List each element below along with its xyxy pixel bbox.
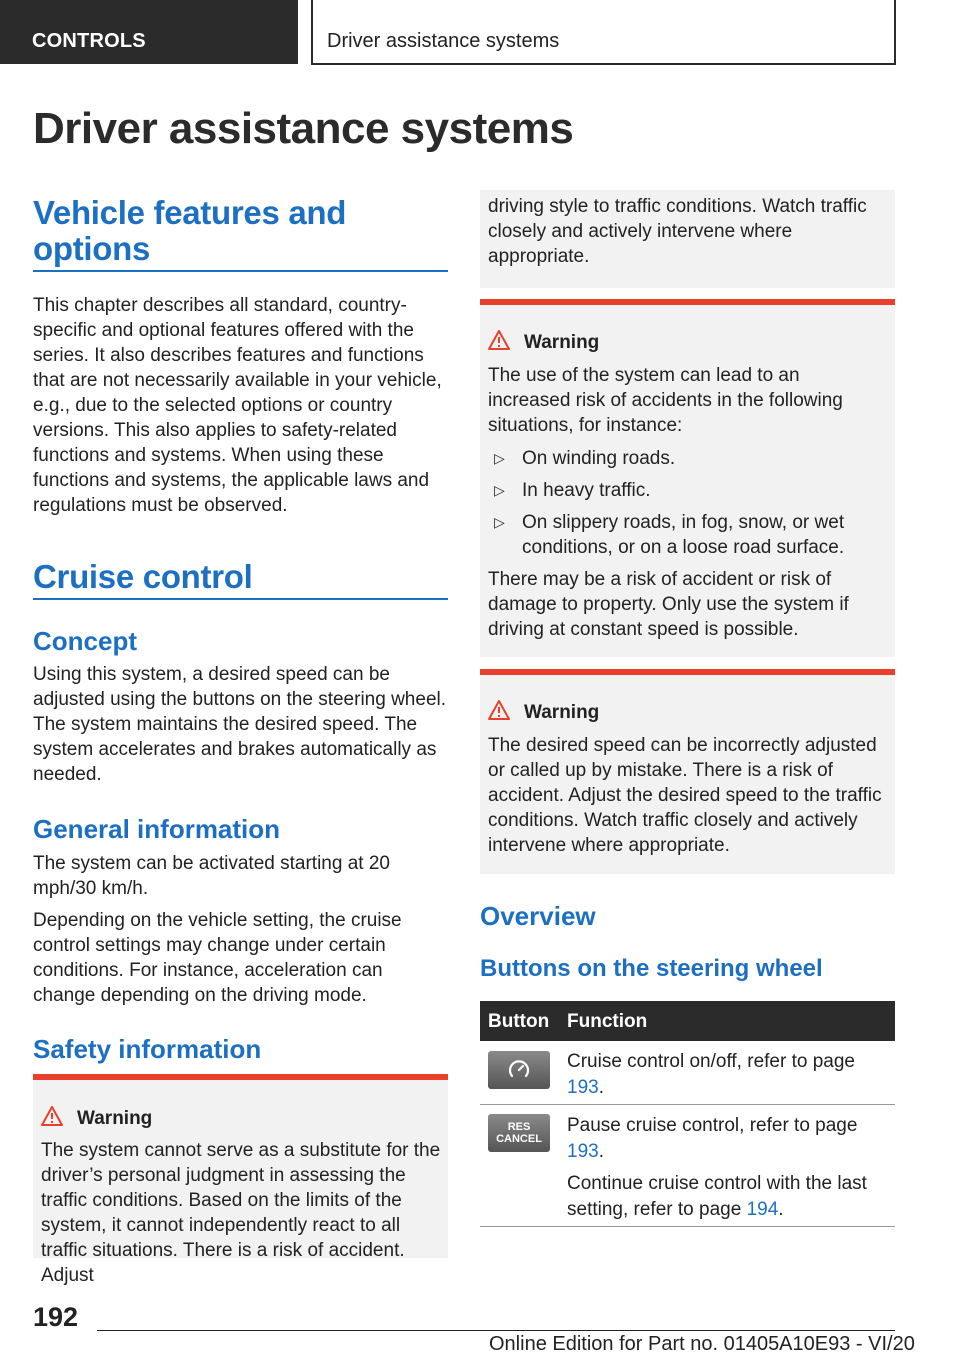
warning-box	[480, 299, 895, 657]
general-info-body-1: The system can be activated starting at 20 mph/30 km/h.	[33, 853, 390, 899]
warning-triangle-icon	[488, 330, 510, 350]
general-info-heading: General information	[33, 814, 281, 844]
vehicle-features-heading	[33, 195, 346, 267]
vehicle-features-heading-line1: Vehicle features and	[33, 194, 347, 231]
vehicle-features-heading-line2: options	[33, 230, 151, 267]
warning-box-continued	[480, 190, 895, 288]
warning-title: Warning	[77, 1108, 153, 1129]
page-link[interactable]: 193	[567, 1141, 599, 1162]
overview-heading: Overview	[480, 901, 596, 931]
function-cell: Cruise control on/off, refer to page 193.	[567, 1051, 855, 1098]
chapter-label: Driver assistance systems	[327, 30, 560, 52]
footer-rule	[97, 1330, 895, 1331]
function-text: Pause cruise control, refer to page 193.	[567, 1115, 858, 1162]
icon-label: CANCEL	[496, 1133, 542, 1145]
warning-bullet-list	[488, 446, 889, 567]
general-info-body-2: Depending on the vehicle setting, the cruise control settings may change under certain conditions. For instance, acceleration can change depending on the driving mode.	[33, 910, 402, 1006]
page-title: Driver assistance systems	[33, 104, 574, 153]
list-item: ▷ On slippery roads, in fog, snow, or wet conditions, or on a loose road surface.	[494, 512, 845, 558]
function-text: Continue cruise control with the last setting, refer to page 194.	[567, 1173, 867, 1220]
heading-rule	[33, 270, 448, 272]
warning-triangle-icon	[488, 700, 510, 720]
icon-label: RES	[507, 1121, 531, 1133]
buttons-table	[480, 1001, 895, 1227]
warning-triangle-icon	[41, 1106, 63, 1126]
page-link[interactable]: 194	[746, 1199, 779, 1220]
table-row	[480, 1041, 895, 1105]
footer-edition: Online Edition for Part no. 01405A10E93 - VI/20	[489, 1333, 915, 1355]
bullet-triangle-icon: ▷	[494, 450, 505, 466]
page-link[interactable]: 193	[567, 1077, 599, 1098]
res-cancel-button-icon	[488, 1114, 550, 1152]
table-row	[480, 1105, 895, 1227]
column-header-function: Function	[567, 1011, 648, 1032]
table-header	[480, 1001, 895, 1041]
warning-outro: There may be a risk of accident or risk of damage to property. Only use the system if driving at constant speed is possible.	[488, 569, 849, 640]
chapter-tab	[311, 0, 896, 65]
warning-text: The system cannot serve as a substitute for the driver’s personal judgment in assessing the traffic conditions. Based on the limits of the system, it cannot independently react to all traffic situations. There is a risk of accident. Adjust	[41, 1140, 441, 1286]
overview-subheading: Buttons on the steering wheel	[480, 955, 823, 982]
heading-rule	[33, 598, 448, 600]
list-item: ▷ On winding roads.	[494, 448, 676, 469]
warning-box	[33, 1074, 448, 1286]
speedometer-icon	[488, 1051, 550, 1089]
warning-title: Warning	[524, 702, 600, 723]
cruise-control-heading: Cruise control	[33, 558, 253, 595]
warning-box	[480, 669, 895, 874]
function-cell	[567, 1113, 867, 1223]
page-number: 192	[33, 1302, 79, 1332]
section-label: CONTROLS	[32, 30, 146, 52]
safety-info-heading: Safety information	[33, 1034, 262, 1064]
list-item: ▷ In heavy traffic.	[494, 480, 651, 501]
concept-body: Using this system, a desired speed can be adjusted using the buttons on the steering wheel. The system maintains the desired speed. The system accelerates and brakes automatically as needed.	[33, 664, 447, 785]
bullet-triangle-icon: ▷	[494, 514, 505, 530]
column-header-button: Button	[488, 1011, 550, 1032]
section-tab	[0, 0, 298, 64]
bullet-triangle-icon: ▷	[494, 482, 505, 498]
cruise-control-button-icon	[488, 1051, 550, 1089]
warning-text: driving style to traffic conditions. Watch traffic closely and actively intervene where appropriate.	[488, 196, 867, 267]
vehicle-features-body: This chapter describes all standard, country-specific and optional features offered with the series. It also describes features and functions that are not necessarily available in your vehicle, e.g., due to the selected options or country versions. This also applies to safety-related functions and systems. When using these functions and systems, the applicable laws and regulations must be observed.	[33, 295, 442, 516]
concept-heading: Concept	[33, 626, 137, 656]
warning-intro: The use of the system can lead to an increased risk of accidents in the following situations, for instance:	[488, 365, 843, 436]
warning-title: Warning	[524, 332, 600, 353]
warning-text: The desired speed can be incorrectly adjusted or called up by mistake. There is a risk of accident. Adjust the desired speed to the traffic conditions. Watch traffic closely and actively intervene where appropriate.	[488, 735, 882, 856]
